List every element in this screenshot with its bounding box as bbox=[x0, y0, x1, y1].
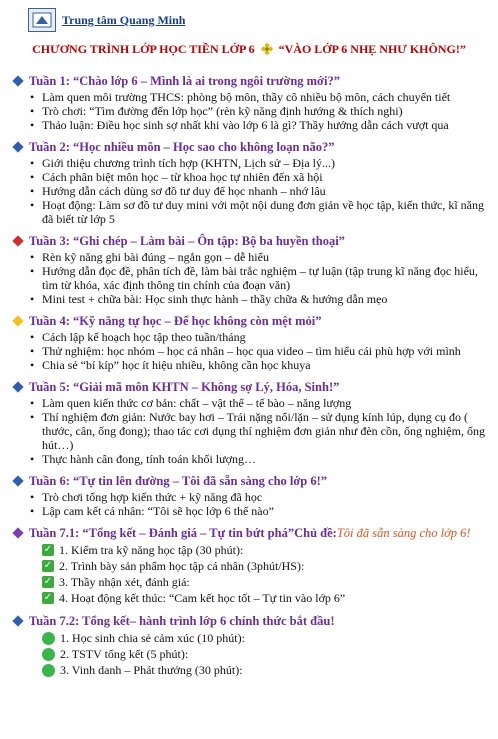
list-item: • Thử nghiệm: học nhóm – học cá nhân – học qua video – tìm hiểu cái phù hợp với mình bbox=[42, 344, 488, 358]
week-7-1-theme: Tôi đã sẵn sàng cho lớp 6! bbox=[336, 526, 471, 540]
week-header bbox=[10, 74, 488, 88]
checklist-item-label: 2. Trình bày sản phẩm học tập cá nhân (3phút/HS): bbox=[59, 559, 305, 573]
checklist-item bbox=[42, 542, 488, 558]
week-7-1-label: Chủ đề: bbox=[294, 526, 337, 540]
week-header bbox=[10, 474, 488, 488]
diamond-icon bbox=[12, 527, 23, 538]
week-7-1 bbox=[10, 526, 488, 606]
week-header bbox=[10, 314, 488, 328]
week-items bbox=[10, 156, 488, 226]
list-item: • Giới thiệu chương trình tích hợp (KHTN, Lịch sử – Địa lý...) bbox=[42, 156, 488, 170]
list-item: • Cách lập kế hoạch học tập theo tuần/tháng bbox=[42, 330, 488, 344]
checklist-item-label: 4. Hoạt động kết thúc: “Cam kết học tốt – Tự tin vào lớp 6” bbox=[59, 591, 346, 605]
checklist-item-label: 3. Thầy nhận xét, đánh giá: bbox=[59, 575, 190, 589]
list-item: • Mini test + chữa bài: Học sinh thực hành – thầy chữa & hướng dẫn mẹo bbox=[42, 292, 488, 306]
list-item: • Thí nghiệm đơn giản: Nước bay hơi – Trái nặng nổi/lặn – sử dụng kính lúp, dụng cụ đo ( thước, cân, ống đong); thao tác cơi dụng thí nghiệm đơn giản như đèn cồn, ống nghiệm, ống hút…) bbox=[42, 410, 488, 452]
check-icon: ✓ bbox=[43, 592, 53, 603]
diamond-icon bbox=[12, 381, 23, 392]
list-item-label: 3. Vinh danh – Phát thưởng (30 phút): bbox=[60, 663, 243, 677]
week-7-2-list bbox=[10, 630, 488, 678]
week-title: Tuần 5: “Giải mã môn KHTN – Không sợ Lý, Hóa, Sinh!” bbox=[29, 380, 340, 394]
week-6 bbox=[10, 474, 488, 518]
flower-icon bbox=[261, 43, 273, 55]
list-item: • Trò chơi: “Tìm đường đến lớp học” (rèn kỹ năng định hướng & thích nghi) bbox=[42, 104, 488, 118]
week-items bbox=[10, 90, 488, 132]
diamond-icon bbox=[12, 141, 23, 152]
list-item: • Hoạt động: Làm sơ đồ tư duy mini với một nội dung đơn giản về học tập, kiến thức, kĩ năng đã biết từ lớp 5 bbox=[42, 198, 488, 226]
week-7-2-title: Tuần 7.2: Tổng kết– hành trình lớp 6 chính thức bắt đầu! bbox=[29, 614, 335, 628]
week-5 bbox=[10, 380, 488, 466]
check-icon: ✓ bbox=[43, 560, 53, 571]
list-item: • Hướng dẫn đọc đề, phân tích đề, làm bài trắc nghiệm – tự luận (tập trung kĩ năng đọc hiểu, tìm từ khóa, xác định thông tin chính của đoạn văn) bbox=[42, 264, 488, 292]
list-item: • Lập cam kết cá nhân: “Tôi sẽ học lớp 6 thế nào” bbox=[42, 504, 488, 518]
week-7-1-title: Tuần 7.1: “Tổng kết – Đánh giá – Tự tin bứt phá” bbox=[29, 526, 295, 540]
diamond-icon bbox=[12, 315, 23, 326]
list-item: • Thực hành cân đong, tính toán khối lượng… bbox=[42, 452, 488, 466]
list-item: • Chia sẻ “bí kíp” học ít hiệu nhiều, không cần học khuya bbox=[42, 358, 488, 372]
green-circle-icon bbox=[42, 632, 55, 645]
checklist-item-label: 1. Kiểm tra kỹ năng học tập (30 phút): bbox=[59, 543, 244, 557]
document-header bbox=[10, 6, 488, 34]
list-item: • Hướng dẫn cách dùng sơ đồ tư duy để học nhanh – nhớ lâu bbox=[42, 184, 488, 198]
list-item: • Làm quen kiến thức cơ bản: chất – vật thể – tế bào – năng lượng bbox=[42, 396, 488, 410]
checklist-item bbox=[42, 558, 488, 574]
list-item bbox=[42, 646, 488, 662]
week-items bbox=[10, 396, 488, 466]
diamond-icon bbox=[12, 475, 23, 486]
week-3 bbox=[10, 234, 488, 306]
main-title bbox=[10, 42, 488, 56]
check-icon: ✓ bbox=[43, 544, 53, 555]
green-circle-icon bbox=[42, 648, 55, 661]
week-items bbox=[10, 330, 488, 372]
list-item bbox=[42, 630, 488, 646]
week-title: Tuần 2: “Học nhiều môn – Học sao cho không loạn não?” bbox=[29, 140, 335, 154]
week-title: Tuần 3: “Ghi chép – Làm bài – Ôn tập: Bộ ba huyền thoại” bbox=[29, 234, 345, 248]
week-7-2-header bbox=[10, 614, 488, 628]
weeks-list bbox=[10, 74, 488, 518]
check-icon: ✓ bbox=[43, 576, 53, 587]
diamond-icon bbox=[12, 235, 23, 246]
list-item-label: 1. Học sinh chia sẻ cảm xúc (10 phút): bbox=[60, 631, 245, 645]
green-circle-icon bbox=[42, 664, 55, 677]
week-header bbox=[10, 140, 488, 154]
week-2 bbox=[10, 140, 488, 226]
week-7-1-header bbox=[10, 526, 488, 540]
list-item: • Cách phân biệt môn học – từ khoa học tự nhiên đến xã hội bbox=[42, 170, 488, 184]
week-header bbox=[10, 380, 488, 394]
list-item: • Làm quen môi trường THCS: phòng bộ môn, thầy cô nhiều bộ môn, cách chuyển tiết bbox=[42, 90, 488, 104]
diamond-icon bbox=[12, 615, 23, 626]
week-title: Tuần 6: “Tự tin lên đường – Tôi đã sẵn sàng cho lớp 6!” bbox=[29, 474, 328, 488]
week-header bbox=[10, 234, 488, 248]
checklist-item bbox=[42, 590, 488, 606]
org-name: Trung tâm Quang Minh bbox=[62, 13, 186, 27]
diamond-icon bbox=[12, 75, 23, 86]
week-1 bbox=[10, 74, 488, 132]
list-item bbox=[42, 662, 488, 678]
week-items bbox=[10, 250, 488, 306]
main-title-right: “VÀO LỚP 6 NHẸ NHƯ KHÔNG!” bbox=[278, 42, 466, 56]
checklist-item bbox=[42, 574, 488, 590]
logo-icon bbox=[28, 8, 56, 32]
week-items bbox=[10, 490, 488, 518]
week-7-2 bbox=[10, 614, 488, 678]
week-7-1-checklist bbox=[10, 542, 488, 606]
main-title-left: CHƯƠNG TRÌNH LỚP HỌC TIỀN LỚP 6 bbox=[32, 42, 255, 56]
list-item: • Thảo luận: Điều học sinh sợ nhất khi vào lớp 6 là gì? Thầy hướng dẫn cách vượt qua bbox=[42, 118, 488, 132]
list-item: • Trò chơi tổng hợp kiến thức + kỹ năng đã học bbox=[42, 490, 488, 504]
week-4 bbox=[10, 314, 488, 372]
week-title: Tuần 1: “Chào lớp 6 – Mình là ai trong ngôi trường mới?” bbox=[29, 74, 340, 88]
list-item: • Rèn kỹ năng ghi bài đúng – ngắn gọn – dễ hiểu bbox=[42, 250, 488, 264]
week-title: Tuần 4: “Kỹ năng tự học – Để học không còn mệt mỏi” bbox=[29, 314, 322, 328]
list-item-label: 2. TSTV tổng kết (5 phút): bbox=[60, 647, 189, 661]
